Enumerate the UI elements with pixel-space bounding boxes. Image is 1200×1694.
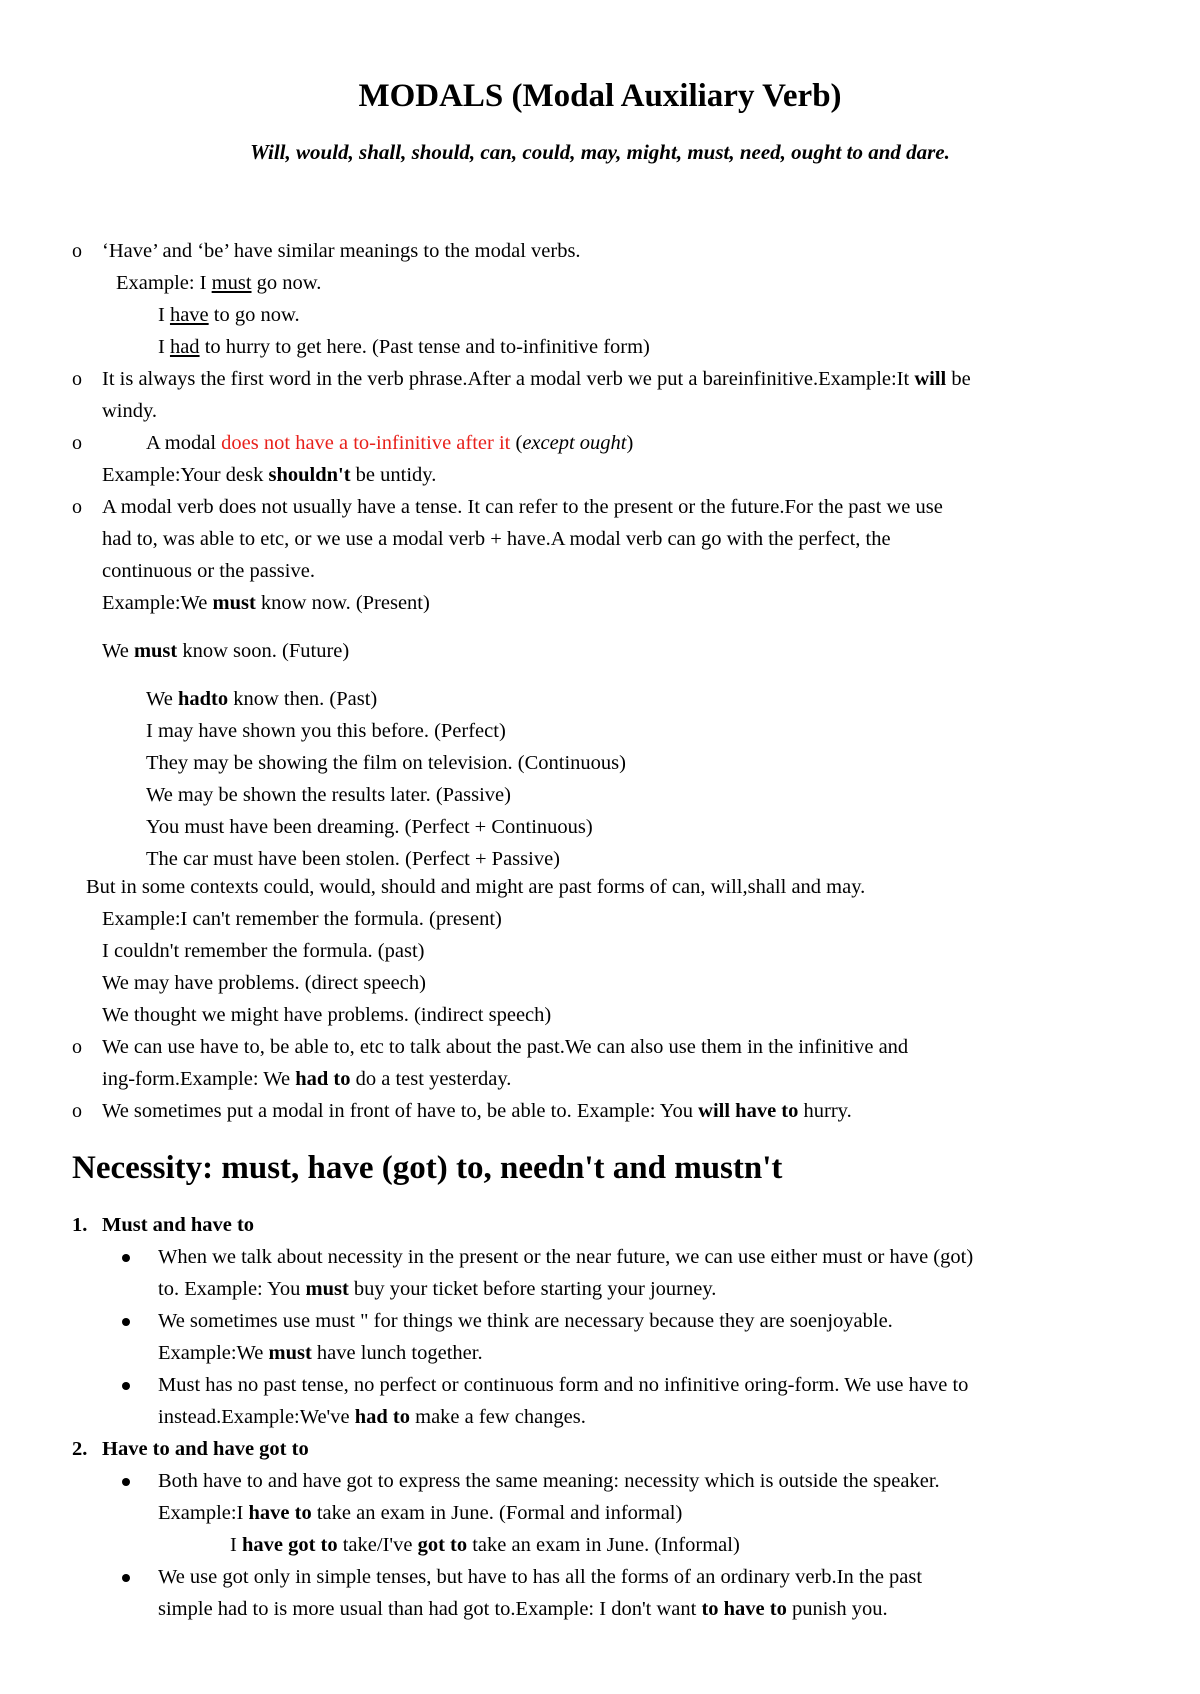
list-item: Both have to and have got to express the same meaning: necessity which is outside the speaker. [158, 1470, 940, 1492]
subsection-title: Must and have to [102, 1214, 255, 1236]
example-line: We may be shown the results later. (Passive) [146, 784, 511, 806]
list-item-cont: instead.Example:We've had to make a few changes. [158, 1406, 586, 1428]
list-item-cont: to. Example: You must buy your ticket before starting your journey. [158, 1278, 717, 1300]
intro-bullet-4: A modal verb does not usually have a tense. It can refer to the present or the future.For the past we use [102, 496, 943, 518]
example-line: I may have shown you this before. (Perfect) [146, 720, 506, 742]
intro-bullet-5: We can use have to, be able to, etc to talk about the past.We can also use them in the infinitive and [102, 1036, 909, 1058]
intro-bullet-4-cont: had to, was able to etc, or we use a modal verb + have.A modal verb can go with the perfect, the [102, 528, 891, 550]
bullet-marker: o [72, 432, 82, 454]
example-line: We may have problems. (direct speech) [102, 972, 426, 994]
example-line: We hadto know then. (Past) [146, 688, 378, 710]
page-subtitle: Will, would, shall, should, can, could, may, might, must, need, ought to and dare. [250, 140, 950, 164]
intro-bullet-1: ‘Have’ and ‘be’ have similar meanings to the modal verbs. [102, 240, 581, 262]
bullet-dot [122, 1382, 130, 1390]
example-line: They may be showing the film on television. (Continuous) [146, 752, 626, 774]
intro-bullet-4-cont: continuous or the passive. [102, 560, 315, 582]
intro-bullet-2-cont: windy. [102, 400, 158, 422]
list-item-cont: Example:We must have lunch together. [158, 1342, 483, 1364]
bullet-marker: o [72, 368, 82, 390]
intro-bullet-2: It is always the first word in the verb phrase.After a modal verb we put a bareinfinitive.Example:It will be [102, 368, 971, 390]
bullet-marker: o [72, 240, 82, 262]
bullet-dot [122, 1478, 130, 1486]
example-line: Example:I can't remember the formula. (present) [102, 908, 502, 930]
list-item: We use got only in simple tenses, but have to has all the forms of an ordinary verb.In the past [158, 1566, 923, 1588]
example-line: We must know soon. (Future) [102, 640, 350, 662]
list-item-cont: I have got to take/I've got to take an exam in June. (Informal) [230, 1534, 740, 1556]
bullet-marker: o [72, 1100, 82, 1122]
example-line: Example:Your desk shouldn't be untidy. [102, 464, 437, 486]
intro-bullet-6: We sometimes put a modal in front of have to, be able to. Example: You will have to hurry. [102, 1100, 852, 1122]
list-number: 2. [72, 1438, 88, 1460]
list-item: We sometimes use must " for things we think are necessary because they are soenjoyable. [158, 1310, 893, 1332]
list-item-cont: simple had to is more usual than had got to.Example: I don't want to have to punish you. [158, 1598, 888, 1620]
example-line: We thought we might have problems. (indirect speech) [102, 1004, 552, 1026]
past-forms-note: But in some contexts could, would, should and might are past forms of can, will,shall and may. [86, 876, 866, 898]
bullet-dot [122, 1318, 130, 1326]
example-line: I couldn't remember the formula. (past) [102, 940, 425, 962]
bullet-marker: o [72, 1036, 82, 1058]
list-item: Must has no past tense, no perfect or continuous form and no infinitive oring-form. We use have to [158, 1374, 969, 1396]
example-line: Example: I must go now. [116, 272, 322, 294]
example-line: I have to go now. [158, 304, 300, 326]
intro-bullet-5-cont: ing-form.Example: We had to do a test yesterday. [102, 1068, 512, 1090]
bullet-dot [122, 1254, 130, 1262]
intro-bullet-3: A modal does not have a to-infinitive after it (except ought) [146, 432, 634, 454]
section-heading: Necessity: must, have (got) to, needn't and mustn't [72, 1150, 783, 1186]
list-number: 1. [72, 1214, 88, 1236]
list-item: When we talk about necessity in the present or the near future, we can use either must or have (got) [158, 1246, 974, 1268]
example-line: You must have been dreaming. (Perfect + Continuous) [146, 816, 593, 838]
subsection-title: Have to and have got to [102, 1438, 309, 1460]
page-title: MODALS (Modal Auxiliary Verb) [358, 78, 842, 114]
list-item-cont: Example:I have to take an exam in June. (Formal and informal) [158, 1502, 683, 1524]
example-line: I had to hurry to get here. (Past tense and to-infinitive form) [158, 336, 650, 358]
example-line: Example:We must know now. (Present) [102, 592, 430, 614]
bullet-dot [122, 1574, 130, 1582]
bullet-marker: o [72, 496, 82, 518]
example-line: The car must have been stolen. (Perfect + Passive) [146, 848, 561, 870]
